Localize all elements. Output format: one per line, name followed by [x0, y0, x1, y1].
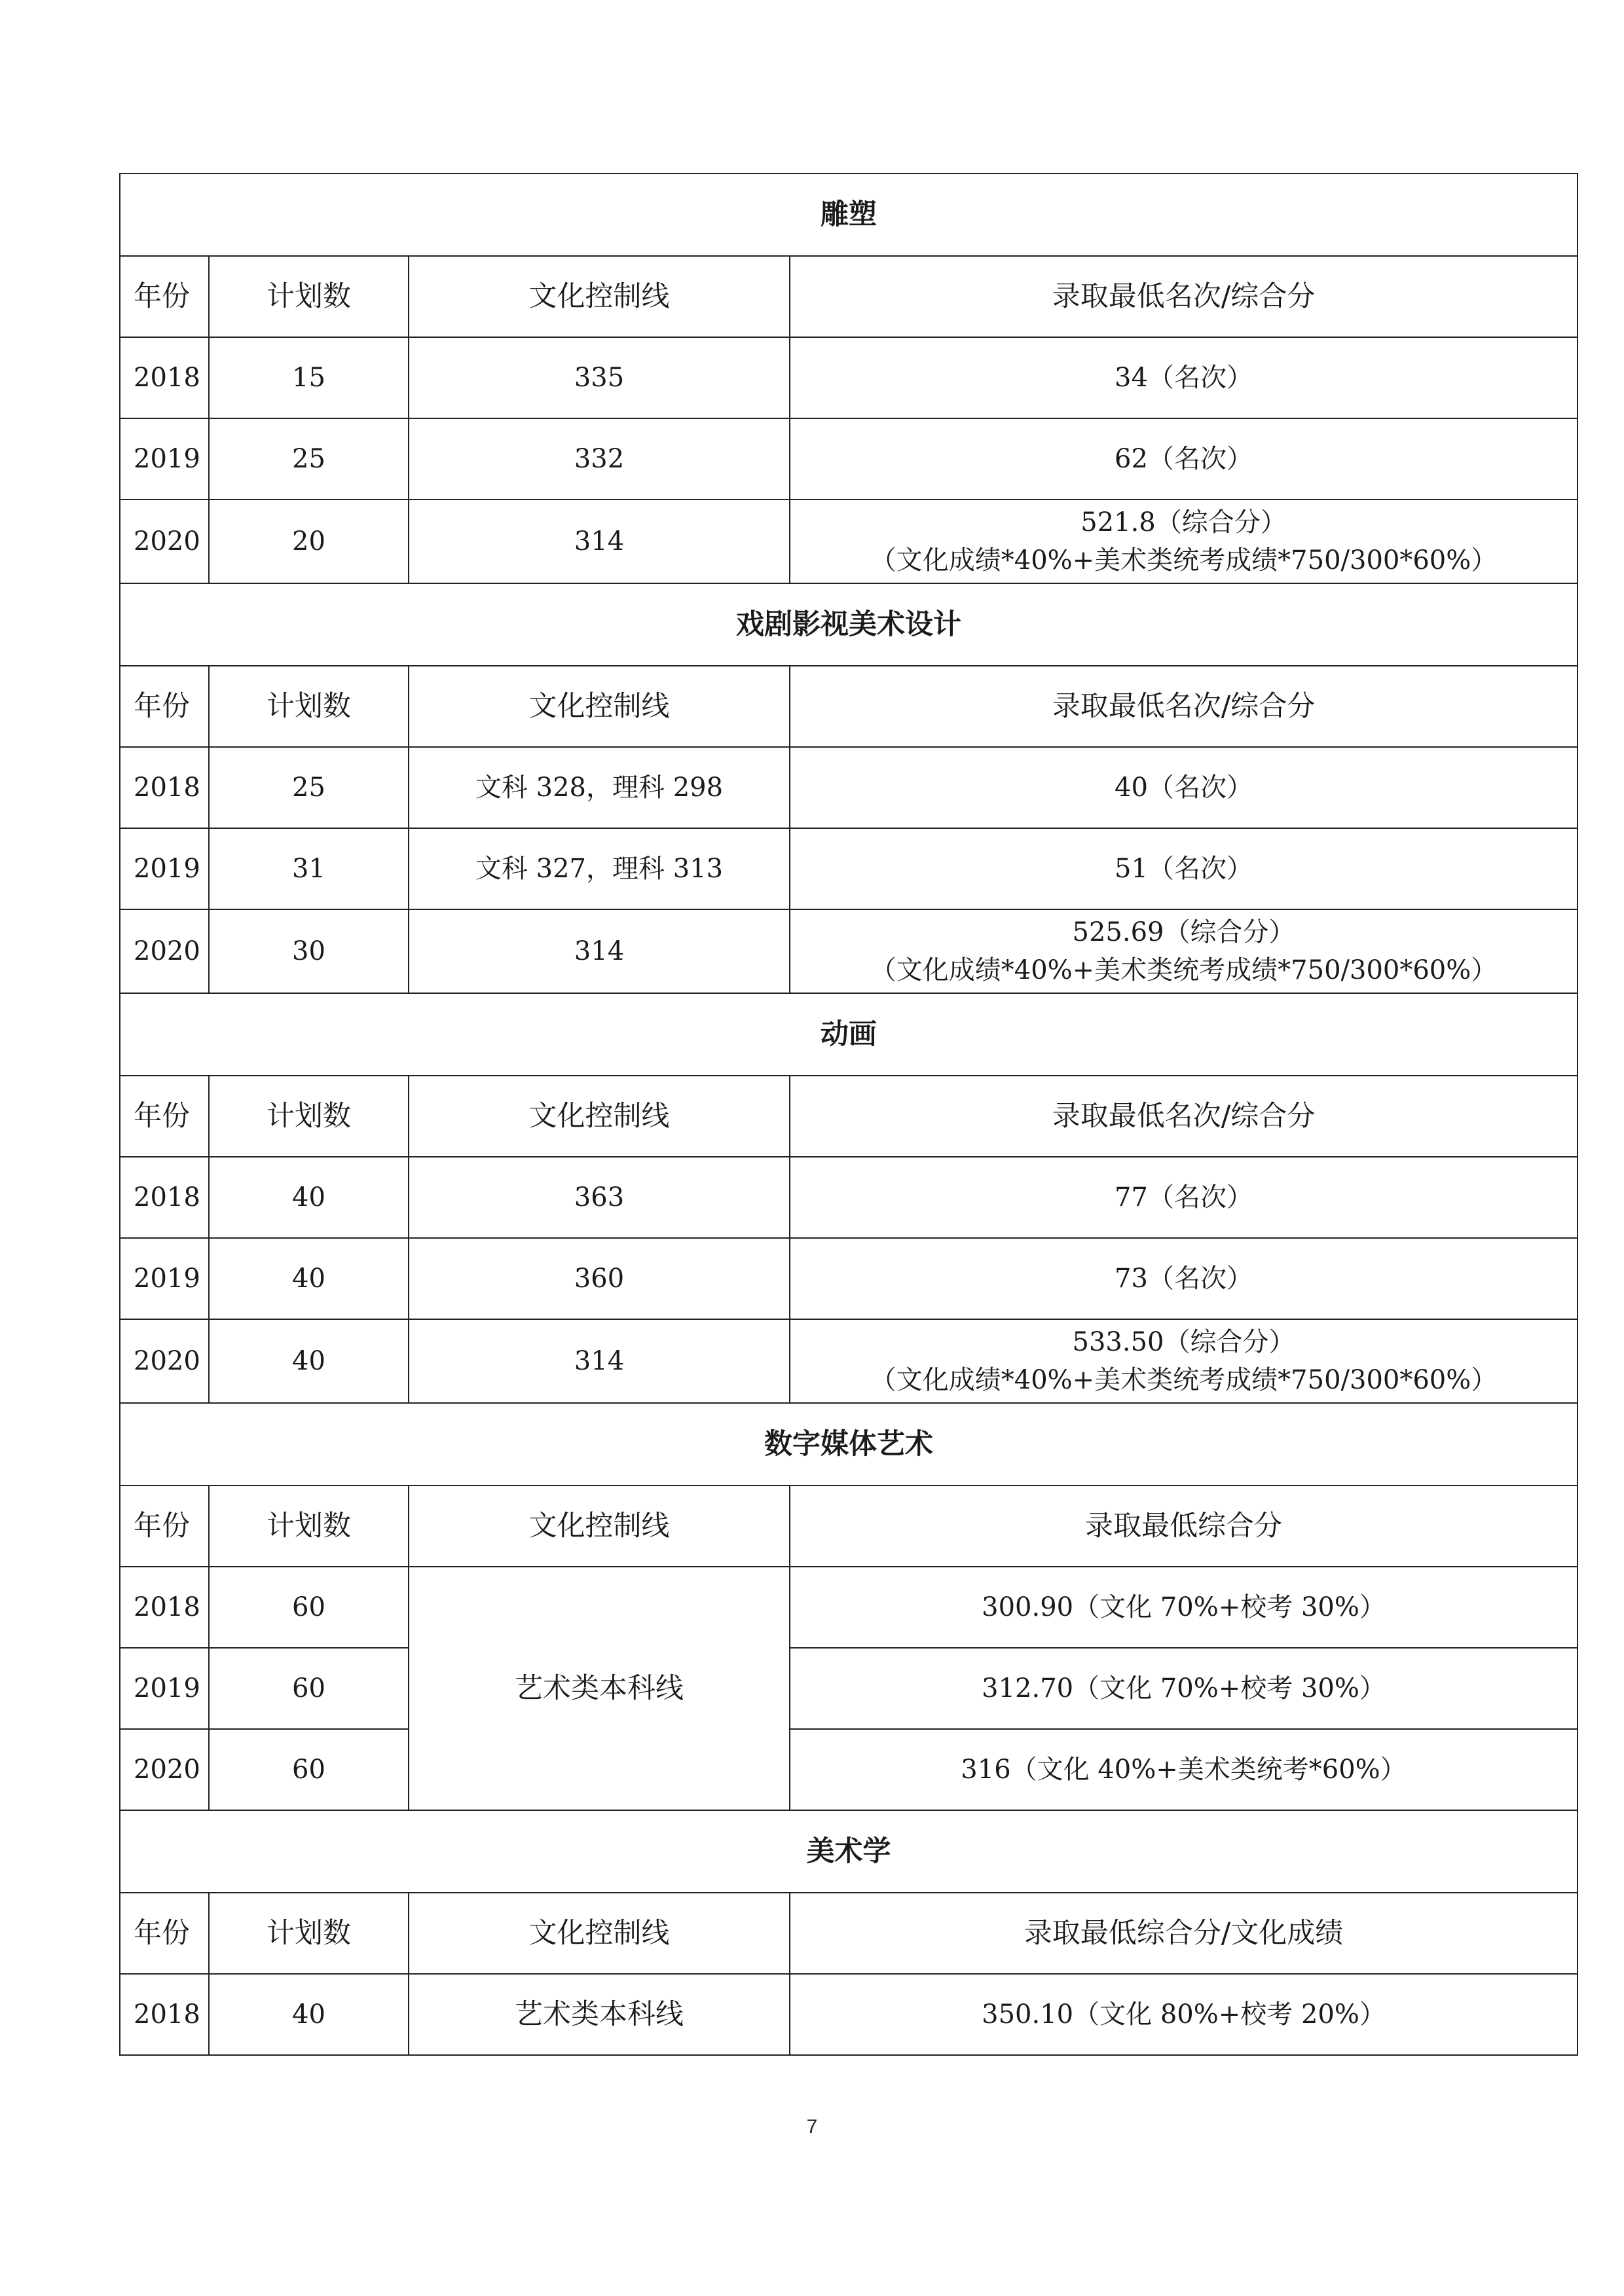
- cell-plan: 31: [209, 828, 409, 909]
- section-title-row: [120, 1403, 1578, 1485]
- table-row: [120, 500, 1578, 583]
- cell-line: 文科 327，理科 313: [409, 828, 790, 909]
- cell-year: 2019: [120, 1238, 209, 1319]
- cell-year: 2020: [120, 1319, 209, 1403]
- table-row: [120, 1729, 1578, 1810]
- result-value: 525.69（综合分）: [1072, 917, 1295, 947]
- header-row: [120, 1893, 1578, 1974]
- cell-plan: 30: [209, 909, 409, 993]
- cell-plan: 60: [209, 1567, 409, 1648]
- section-title: 戏剧影视美术设计: [120, 583, 1578, 666]
- header-plan: 计划数: [209, 1076, 409, 1157]
- cell-result: 312.70（文化 70%+校考 30%）: [790, 1648, 1578, 1729]
- cell-result: 300.90（文化 70%+校考 30%）: [790, 1567, 1578, 1648]
- header-row: [120, 666, 1578, 747]
- header-line: 文化控制线: [409, 256, 790, 337]
- header-result: 录取最低名次/综合分: [790, 666, 1578, 747]
- cell-line: 360: [409, 1238, 790, 1319]
- section-title: 动画: [120, 993, 1578, 1076]
- table-row: [120, 1238, 1578, 1319]
- cell-plan: 40: [209, 1157, 409, 1238]
- cell-line: 314: [409, 1319, 790, 1403]
- header-result: 录取最低名次/综合分: [790, 1076, 1578, 1157]
- cell-year: 2018: [120, 1157, 209, 1238]
- cell-result: 350.10（文化 80%+校考 20%）: [790, 1974, 1578, 2055]
- cell-year: 2018: [120, 1567, 209, 1648]
- cell-line-merged: 艺术类本科线: [409, 1567, 790, 1810]
- section-title-row: [120, 583, 1578, 666]
- table-row: [120, 1567, 1578, 1648]
- header-line: 文化控制线: [409, 1076, 790, 1157]
- table-row: [120, 828, 1578, 909]
- cell-line: 332: [409, 418, 790, 500]
- cell-plan: 60: [209, 1729, 409, 1810]
- cell-line: 文科 328，理科 298: [409, 747, 790, 828]
- header-year: 年份: [120, 1893, 209, 1974]
- cell-plan: 25: [209, 418, 409, 500]
- table-row: [120, 337, 1578, 418]
- result-formula: （文化成绩*40%+美术类统考成绩*750/300*60%）: [870, 955, 1498, 985]
- cell-plan: 60: [209, 1648, 409, 1729]
- page-number: 7: [806, 2116, 818, 2138]
- cell-plan: 25: [209, 747, 409, 828]
- cell-year: 2019: [120, 828, 209, 909]
- cell-line: 艺术类本科线: [409, 1974, 790, 2055]
- result-formula: （文化成绩*40%+美术类统考成绩*750/300*60%）: [870, 1365, 1498, 1395]
- header-year: 年份: [120, 1076, 209, 1157]
- result-value: 521.8（综合分）: [1080, 507, 1287, 538]
- cell-year: 2018: [120, 337, 209, 418]
- header-result: 录取最低综合分/文化成绩: [790, 1893, 1578, 1974]
- section-title: 雕塑: [120, 173, 1578, 256]
- cell-year: 2018: [120, 1974, 209, 2055]
- cell-result: 34（名次）: [790, 337, 1578, 418]
- cell-year: 2020: [120, 500, 209, 583]
- cell-result: 73（名次）: [790, 1238, 1578, 1319]
- header-year: 年份: [120, 256, 209, 337]
- header-line: 文化控制线: [409, 666, 790, 747]
- cell-year: 2019: [120, 418, 209, 500]
- header-year: 年份: [120, 1485, 209, 1567]
- header-line: 文化控制线: [409, 1893, 790, 1974]
- header-row: [120, 1485, 1578, 1567]
- table-row: [120, 418, 1578, 500]
- header-row: [120, 1076, 1578, 1157]
- cell-year: 2019: [120, 1648, 209, 1729]
- cell-result: 62（名次）: [790, 418, 1578, 500]
- header-result: 录取最低名次/综合分: [790, 256, 1578, 337]
- cell-result: 51（名次）: [790, 828, 1578, 909]
- table-row: [120, 1319, 1578, 1403]
- header-year: 年份: [120, 666, 209, 747]
- table-row: [120, 747, 1578, 828]
- cell-line: 335: [409, 337, 790, 418]
- header-plan: 计划数: [209, 666, 409, 747]
- cell-line: 363: [409, 1157, 790, 1238]
- header-result: 录取最低综合分: [790, 1485, 1578, 1567]
- header-plan: 计划数: [209, 1485, 409, 1567]
- cell-line: 314: [409, 500, 790, 583]
- result-formula: （文化成绩*40%+美术类统考成绩*750/300*60%）: [870, 545, 1498, 575]
- cell-line: 314: [409, 909, 790, 993]
- cell-result: [790, 500, 1578, 583]
- admission-table: [119, 173, 1578, 2056]
- section-title-row: [120, 993, 1578, 1076]
- cell-plan: 40: [209, 1319, 409, 1403]
- cell-result: 77（名次）: [790, 1157, 1578, 1238]
- header-line: 文化控制线: [409, 1485, 790, 1567]
- section-title-row: [120, 173, 1578, 256]
- result-value: 533.50（综合分）: [1072, 1327, 1295, 1357]
- section-title-row: [120, 1810, 1578, 1893]
- cell-plan: 40: [209, 1238, 409, 1319]
- cell-plan: 20: [209, 500, 409, 583]
- cell-result: [790, 909, 1578, 993]
- table-row: [120, 909, 1578, 993]
- cell-year: 2020: [120, 1729, 209, 1810]
- cell-result: [790, 1319, 1578, 1403]
- cell-plan: 15: [209, 337, 409, 418]
- header-plan: 计划数: [209, 256, 409, 337]
- section-title: 数字媒体艺术: [120, 1403, 1578, 1485]
- cell-result: 316（文化 40%+美术类统考*60%）: [790, 1729, 1578, 1810]
- table-row: [120, 1974, 1578, 2055]
- cell-year: 2018: [120, 747, 209, 828]
- cell-result: 40（名次）: [790, 747, 1578, 828]
- header-row: [120, 256, 1578, 337]
- table-row: [120, 1648, 1578, 1729]
- cell-plan: 40: [209, 1974, 409, 2055]
- table-row: [120, 1157, 1578, 1238]
- cell-year: 2020: [120, 909, 209, 993]
- header-plan: 计划数: [209, 1893, 409, 1974]
- section-title: 美术学: [120, 1810, 1578, 1893]
